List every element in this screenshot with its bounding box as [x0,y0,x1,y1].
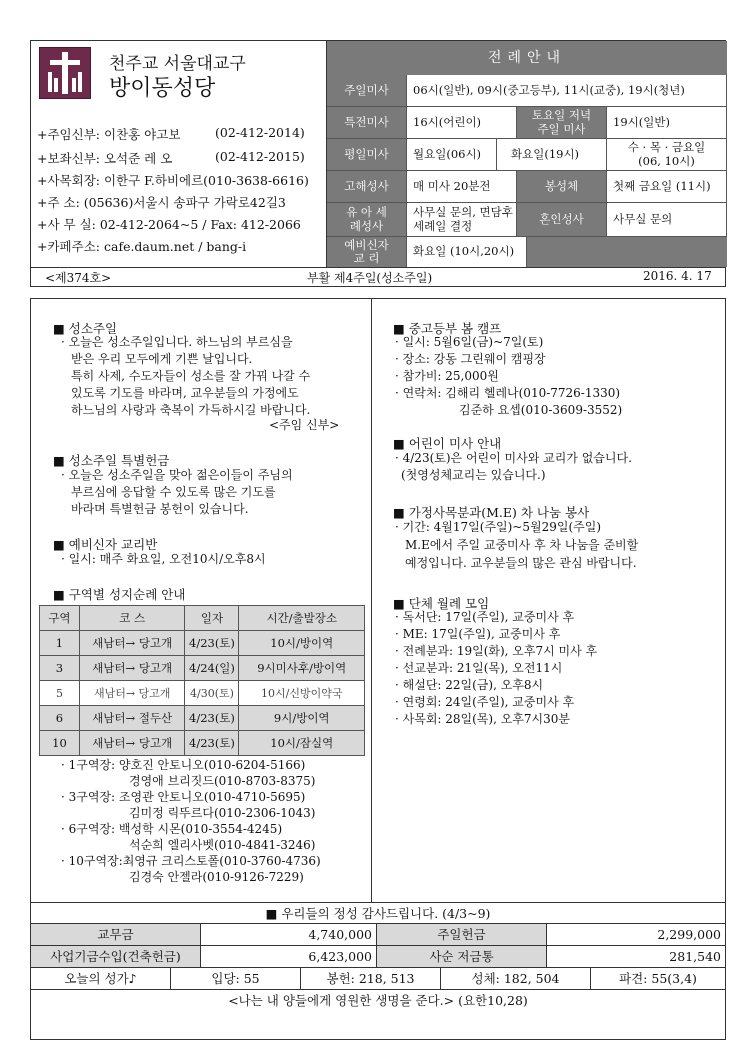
vocation-line: · 오늘은 성소주일입니다. 하느님의 부르심을 [61,335,293,349]
vocation-signature: <주임 신부> [269,418,340,432]
staff-assistant: +보좌신부: 오석준 레 오 (02-412-2015) [37,149,305,166]
table-row [40,681,365,706]
table-cell: 4/23(토) [185,731,239,756]
offering-value: 2,299,000 [547,924,725,946]
contact-line: · 1구역장: 양호진 안토니오(010-6204-5166) [61,758,306,772]
group-meetings-title: ■ 단체 월례 모임 [393,596,490,611]
contact-line: 석순희 엘리사벳(010-4841-3246) [129,838,316,852]
me-tea-line: M.E에서 주일 교중미사 후 차 나눔을 준비할 [405,538,639,552]
contact-line: · 3구역장: 조영관 안토니오(010-4710-5695) [61,790,306,804]
youth-camp-line: · 참가비: 25,000원 [395,369,499,383]
issue-bar [30,268,726,287]
youth-camp-title: ■ 중고등부 봄 캠프 [393,321,502,336]
meeting-line: · 전례분과: 19일(화), 오후7시 미사 후 [395,644,598,658]
meeting-line: · 독서단: 17일(주일), 교중미사 후 [395,610,575,624]
catechism-value: 화요일 (10시,20시) [407,237,527,267]
table-cell: 새남터→ 절두산 [79,706,185,731]
table-header-row [40,606,365,631]
confession-value: 매 미사 20분전 [407,171,517,203]
table-cell: 3 [40,656,80,681]
meeting-line: · 사목회: 28일(목), 오후7시30분 [395,712,570,726]
table-cell: 4/23(토) [185,706,239,731]
baptism-label: 유 아 세례성사 [327,203,407,237]
column-header: 코 스 [79,606,185,631]
eucharist-label: 봉성체 [517,171,607,203]
column-header: 시간/출발장소 [239,606,365,631]
table-cell: 4/24(일) [185,656,239,681]
weekday-wed-fri: 수 · 목 · 금요일 (06, 10시) [607,139,727,171]
pilgrimage-title: ■ 구역별 성지순례 안내 [53,587,186,602]
table-cell: 10시/방이역 [239,631,365,656]
special-offering-title: ■ 성소주일 특별헌금 [53,453,170,468]
youth-camp-line: · 장소: 강동 그린웨이 캠핑장 [395,352,546,366]
offering-label: 주일헌금 [377,924,547,946]
church-organization: 천주교 서울대교구 [109,54,246,74]
bulletin-body [30,298,726,1040]
hymn-label: 오늘의 성가♪ [31,968,171,990]
meeting-line: · 해설단: 22일(금), 오후8시 [395,678,544,692]
table-cell: 1 [40,631,80,656]
contact-line: · 6구역장: 백성학 시몬(010-3554-4245) [61,822,283,836]
table-cell: 4/23(토) [185,631,239,656]
offering-label: 교무금 [31,924,201,946]
saturday-mass-label: 토요일 저녁 주일 미사 [517,107,607,139]
church-logo-icon [39,47,91,99]
contact-line: · 10구역장:최영규 크리스토폴(010-3760-4736) [61,854,321,868]
column-header: 구역 [40,606,80,631]
me-tea-service-title: ■ 가정사목분과(M.E) 차 나눔 봉사 [393,505,590,520]
table-cell: 새남터→ 당고개 [79,656,185,681]
meeting-line: · 연령회: 24일(주일), 교중미사 후 [395,695,575,709]
offering-label: 사업기금수입(건축헌금) [31,946,201,968]
table-cell: 9시미사후/방이역 [239,656,365,681]
table-cell: 9시/방이역 [239,706,365,731]
special-offering-line: · 오늘은 성소주일을 맞아 젊은이들이 주님의 [61,468,293,482]
vocation-line: 하느님의 사랑과 축복이 가득하시길 바랍니다. [71,403,311,417]
offering-value: 281,540 [547,946,725,968]
table-row [40,706,365,731]
sunday-mass-label: 주일미사 [327,75,407,107]
vocation-sunday-title: ■ 성소주일 [53,321,118,336]
weekday-tue: 화요일(19시) [497,139,607,171]
saturday-mass-value: 19시(일반) [607,107,727,139]
column-header: 일자 [185,606,239,631]
table-cell: 새남터→ 당고개 [79,731,185,756]
vocation-line: 특히 사제, 수도자들이 성소를 잘 가꿔 나갈 수 [71,369,311,383]
church-name: 방이동성당 [109,76,216,101]
table-row [40,631,365,656]
column-divider [371,299,372,902]
children-mass-title: ■ 어린이 미사 안내 [393,436,502,451]
special-offering-line: 부르심에 응답할 수 있도록 많은 기도를 [71,485,276,499]
table-row [40,731,365,756]
pilgrimage-table [39,605,365,756]
table-cell: 새남터→ 당고개 [79,631,185,656]
children-mass-line: · 4/23(토)은 어린이 미사와 교리가 없습니다. [395,451,632,465]
table-row [40,656,365,681]
bulletin-header [30,40,726,268]
sunday-mass-value: 06시(일반), 09시(중고등부), 11시(교중), 19시(청년) [407,75,727,107]
meeting-line: · ME: 17일(주일), 교중미사 후 [395,627,561,641]
meeting-line: · 선교분과: 21일(목), 오전11시 [395,661,563,675]
staff-cafe: +카페주소: cafe.daum.net / bang-i [37,239,247,254]
marriage-value: 사무실 문의 [607,203,727,237]
hymn-communion: 성체: 182, 504 [441,968,591,990]
table-cell: 10시/잠실역 [239,731,365,756]
confession-label: 고해성사 [327,171,407,203]
children-mass-line: (첫영성체교리는 있습니다.) [401,468,546,482]
youth-camp-line: · 일시: 5월6일(금)~7일(토) [395,335,544,349]
marriage-label: 혼인성사 [517,203,607,237]
schedule-title: 전례안내 [327,41,727,75]
table-cell: 새남터→ 당고개 [79,681,185,706]
vocation-line: 받은 우리 모두에게 기쁜 날입니다. [71,352,253,366]
table-cell: 6 [40,706,80,731]
hymn-offertory: 봉헌: 218, 513 [301,968,441,990]
contact-line: 김경숙 안젤라(010-9126-7229) [129,870,304,884]
weekday-mon: 월요일(06시) [407,139,497,171]
thanks-title: ■ 우리들의 정성 감사드립니다. (4/3~9) [31,902,725,924]
hymn-entrance: 입당: 55 [171,968,301,990]
baptism-value: 사무실 문의, 면담후 세례일 결정 [407,203,517,237]
catechumen-line: · 일시: 매주 화요일, 오전10시/오후8시 [61,552,266,566]
catechumen-title: ■ 예비신자 교리반 [53,537,158,552]
offering-value: 6,423,000 [201,946,377,968]
offering-value: 4,740,000 [201,924,377,946]
staff-office: +사 무 실: 02-412-2064~5 / Fax: 412-2066 [37,217,301,232]
youth-camp-line: 김준하 요셉(010-3609-3552) [459,403,623,417]
catechism-label: 예비신자 교 리 [327,237,407,267]
contact-line: 경영애 브리짓드(010-8703-8375) [129,774,316,788]
table-cell: 10시/신방이약국 [239,681,365,706]
schedule-filler [527,237,727,267]
youth-camp-line: · 연락처: 김해리 헬레나(010-7726-1330) [395,386,621,400]
staff-pastor: +주임신부: 이찬홍 야고보 (02-412-2014) [37,125,305,142]
me-tea-line: · 기간: 4월17일(주일)~5월29일(주일) [395,520,601,534]
staff-address: +주 소: (05636)서울시 송파구 가락로42길3 [37,195,286,210]
me-tea-line: 예정입니다. 교우분들의 많은 관심 바랍니다. [405,556,637,570]
contact-line: 김미정 릭뚜르다(010-2306-1043) [129,806,316,820]
table-cell: 4/30(토) [185,681,239,706]
staff-council-president: +사목회장: 이한구 F.하비에르(010-3638-6616) [37,173,309,188]
vocation-line: 있도록 기도를 바라며, 교우분들의 가정에도 [71,386,299,400]
special-offering-line: 바라며 특별헌금 봉헌이 있습니다. [71,502,249,516]
issue-title: 부활 제4주일(성소주일) [307,271,433,285]
offering-label: 사순 저금통 [377,946,547,968]
issue-date: 2016. 4. 17 [643,269,712,283]
hymn-recessional: 파견: 55(3,4) [591,968,725,990]
bible-verse: <나는 내 양들에게 영원한 생명을 준다.> (요한10,28) [31,990,725,1012]
issue-number: <제374호> [45,271,112,285]
liturgy-schedule [326,41,726,267]
table-cell: 10 [40,731,80,756]
special-mass-value: 16시(어린이) [407,107,517,139]
special-mass-label: 특전미사 [327,107,407,139]
table-cell: 5 [40,681,80,706]
weekday-mass-label: 평일미사 [327,139,407,171]
eucharist-value: 첫째 금요일 (11시) [607,171,727,203]
